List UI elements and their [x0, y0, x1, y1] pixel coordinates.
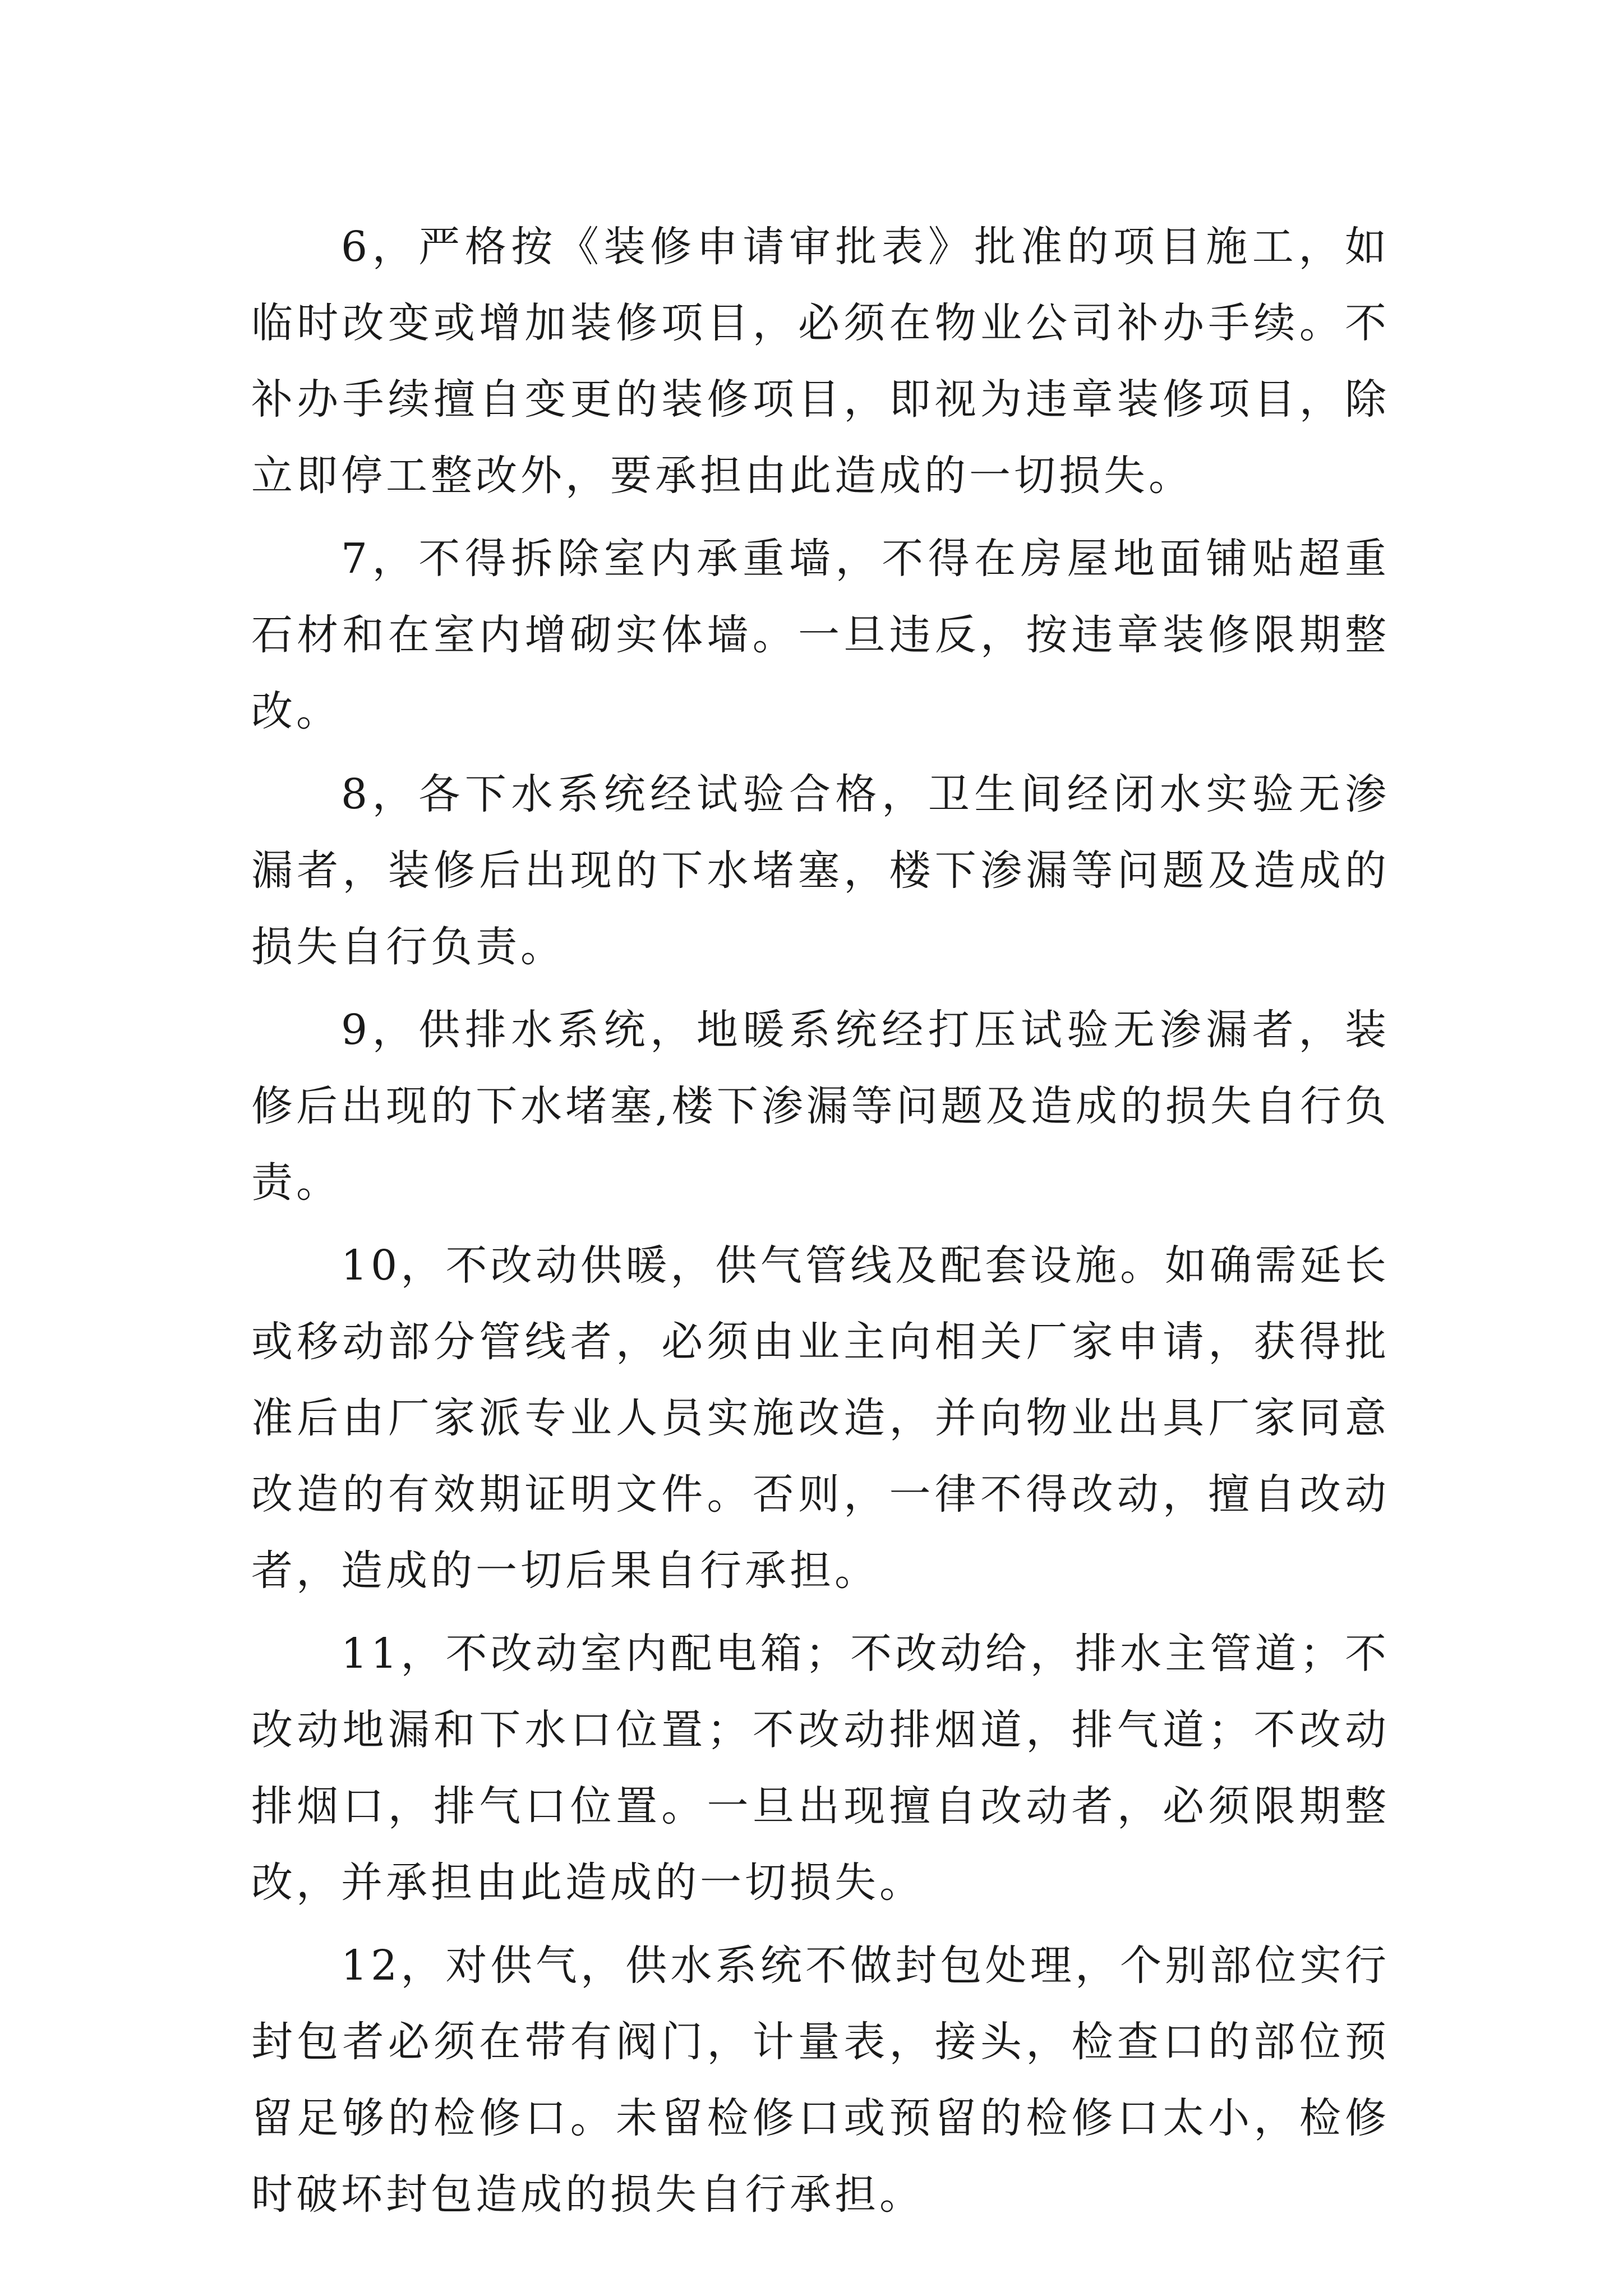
paragraph-item-8: 8，各下水系统经试验合格，卫生间经闭水实验无渗漏者，装修后出现的下水堵塞，楼下渗漏等问题及造成的损失自行负责。 [251, 770, 1390, 971]
paragraph-item-12: 12，对供气，供水系统不做封包处理，个别部位实行封包者必须在带有阀门，计量表，接头，检查口的部位预留足够的检修口。未留检修口或预留的检修口太小，检修时破坏封包造成的损失自行承担。 [251, 1941, 1390, 2219]
paragraph-item-6: 6，严格按《装修申请审批表》批准的项目施工，如临时改变或增加装修项目，必须在物业公司补办手续。不补办手续擅自变更的装修项目，即视为违章装修项目，除立即停工整改外，要承担由此造成的一切损失。 [251, 223, 1390, 500]
document-body [251, 209, 1390, 2239]
paragraph-item-11: 11，不改动室内配电箱；不改动给，排水主管道；不改动地漏和下水口位置；不改动排烟道，排气道；不改动排烟口，排气口位置。一旦出现擅自改动者，必须限期整改，并承担由此造成的一切损失。 [251, 1630, 1390, 1907]
paragraph-item-7: 7，不得拆除室内承重墙，不得在房屋地面铺贴超重石材和在室内增砌实体墙。一旦违反，按违章装修限期整改。 [251, 535, 1390, 735]
paragraph-item-10: 10，不改动供暖，供气管线及配套设施。如确需延长或移动部分管线者，必须由业主向相关厂家申请，获得批准后由厂家派专业人员实施改造，并向物业出具厂家同意改造的有效期证明文件。否则，一律不得改动，擅自改动者，造成的一切后果自行承担。 [251, 1241, 1390, 1595]
paragraph-item-9: 9，供排水系统，地暖系统经打压试验无渗漏者，装修后出现的下水堵塞,楼下渗漏等问题及造成的损失自行负责。 [251, 1006, 1390, 1207]
